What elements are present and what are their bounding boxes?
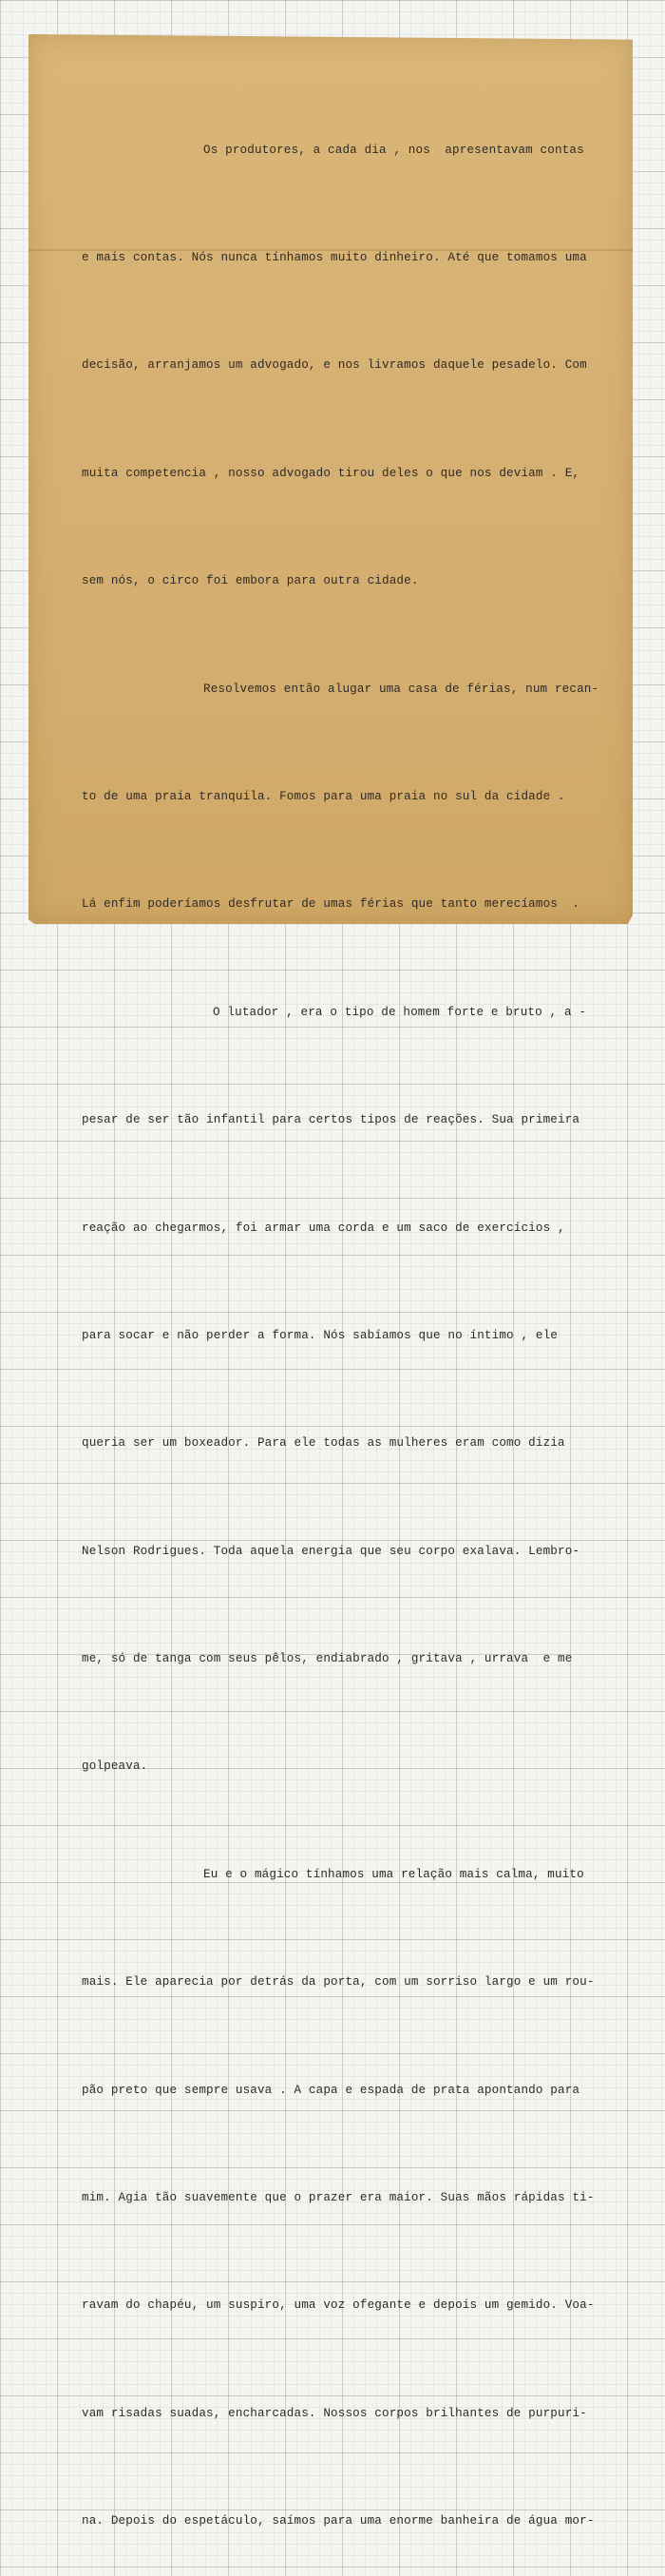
text-line: me, só de tanga com seus pêlos, endiabrado , gritava , urrava e me [82, 1652, 573, 1666]
text-line: vam risadas suadas, encharcadas. Nossos corpos brilhantes de purpuri- [82, 2406, 587, 2420]
text-line: sem nós, o circo foi embora para outra cidade. [82, 574, 419, 588]
text-line: ravam do chapéu, um suspiro, uma voz ofegante e depois um gemido. Voa- [82, 2298, 595, 2313]
text-line: muita competencia , nosso advogado tirou deles o que nos deviam . E, [82, 466, 580, 480]
text-line: na. Depois do espetáculo, saímos para uma enorme banheira de água mor- [82, 2514, 595, 2528]
text-line: pão preto que sempre usava . A capa e espada de prata apontando para [82, 2083, 580, 2097]
text-line: pesar de ser tão infantil para certos tipos de reações. Sua primeira [82, 1113, 580, 1127]
text-line: decisão, arranjamos um advogado, e nos livramos daquele pesadelo. Com [82, 358, 587, 373]
text-line: para socar e não perder a forma. Nós sabíamos que no íntimo , ele [82, 1328, 558, 1342]
text-line: Nelson Rodrigues. Toda aquela energia que seu corpo exalava. Lembro- [82, 1544, 580, 1558]
text-line: Os produtores, a cada dia , nos apresentavam contas [203, 143, 584, 157]
typewritten-text [82, 61, 614, 2576]
text-line: e mais contas. Nós nunca tínhamos muito dinheiro. Até que tomamos uma [82, 250, 587, 264]
text-line: reação ao chegarmos, foi armar uma corda e um saco de exercícios , [82, 1221, 565, 1235]
text-line: queria ser um boxeador. Para ele todas as mulheres eram como dizia [82, 1436, 565, 1451]
text-line: mais. Ele aparecia por detrás da porta, com um sorriso largo e um rou- [82, 1975, 595, 1990]
text-line: golpeava. [82, 1759, 148, 1774]
text-line: Eu e o mágico tínhamos uma relação mais calma, muito [203, 1867, 584, 1881]
text-line: mim. Agia tão suavemente que o prazer era maior. Suas mãos rápidas ti- [82, 2191, 595, 2205]
text-line: to de uma praia tranquila. Fomos para uma praia no sul da cidade . [82, 789, 565, 803]
text-line: O lutador , era o tipo de homem forte e bruto , a - [213, 1005, 587, 1019]
text-line: Lá enfim poderíamos desfrutar de umas férias que tanto merecíamos . [82, 897, 580, 912]
text-line: Resolvemos então alugar uma casa de férias, num recan- [203, 682, 599, 696]
